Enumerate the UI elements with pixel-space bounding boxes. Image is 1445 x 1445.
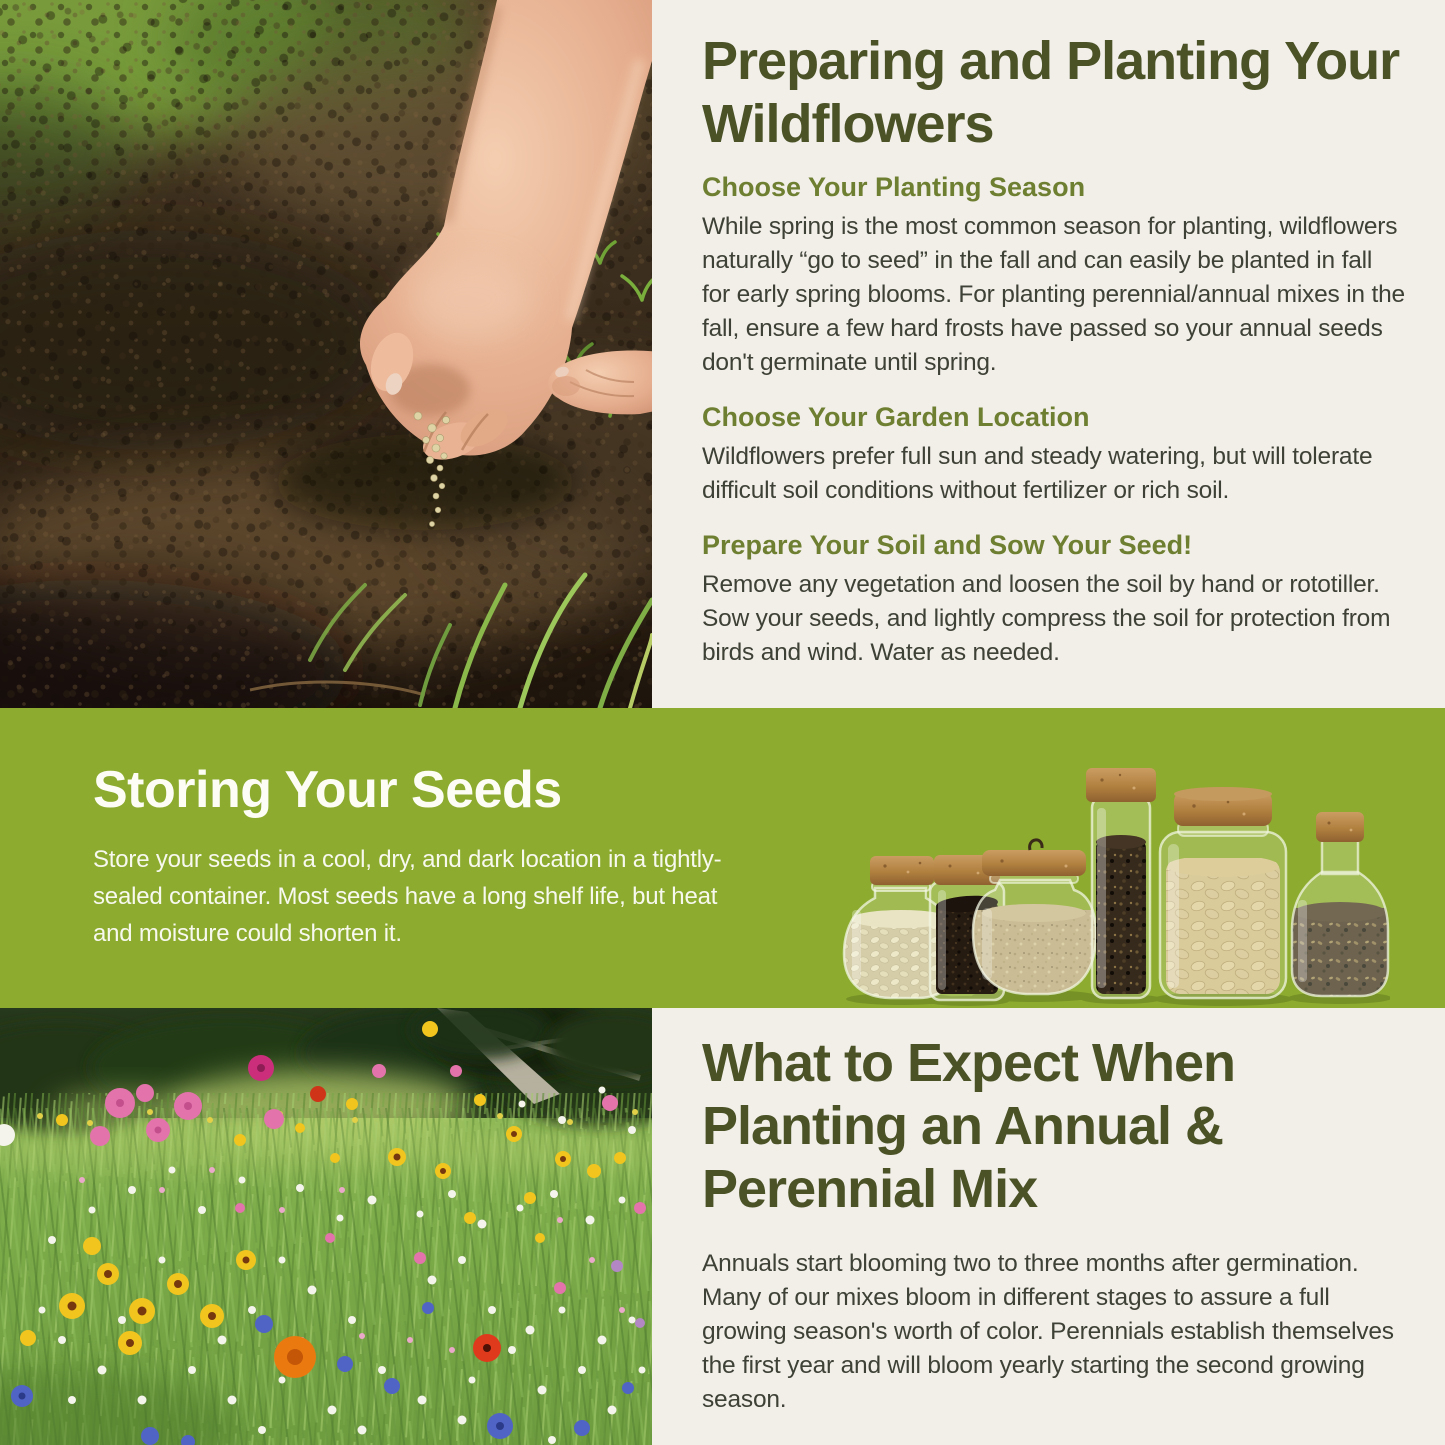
expect-body: Annuals start blooming two to three months after germination. Many of our mixes bloom in different stages to assure a full growing season's worth of color. Perennials establish themselves the first year and will bloom yearly starting the second growing season.	[702, 1250, 1394, 1413]
preparing-section	[652, 0, 1445, 708]
seed-jars-photo	[830, 740, 1390, 1006]
body-prepare-soil: Remove any vegetation and loosen the soil by hand or rototiller. Sow your seeds, and lightly compress the soil for protection from birds and wind. Water as needed.	[702, 571, 1391, 666]
seed-jars-illustration	[830, 740, 1390, 1006]
sand-seed-jar	[970, 840, 1100, 1000]
red-poppy	[473, 1334, 501, 1362]
body-garden-location: Wildflowers prefer full sun and steady watering, but will tolerate difficult soil conditions without fertilizer or rich soil.	[702, 443, 1373, 504]
subheading-planting-season: Choose Your Planting Season	[702, 172, 1086, 202]
mixed-seed-bottle	[1288, 812, 1390, 998]
subheading-garden-location: Choose Your Garden Location	[702, 402, 1090, 432]
meadow-photo	[0, 1008, 652, 1445]
pumpkin-seed-jar	[1160, 787, 1286, 998]
body-planting-season: While spring is the most common season for planting, wildflowers naturally “go to seed” in the fall and can easily be planted in fall for early spring blooms. For planting perennial/annual mixes in the fall, ensure a few hard frosts have passed so your annual seeds don't germinate until spring.	[702, 213, 1405, 376]
expect-title: What to Expect When Planting an Annual & Perennial Mix	[702, 1033, 1235, 1219]
wildflower-meadow-illustration	[0, 1008, 652, 1445]
storing-title: Storing Your Seeds	[93, 761, 562, 819]
planting-photo	[0, 0, 652, 708]
orange-cosmos	[274, 1336, 316, 1378]
expect-section	[652, 1008, 1445, 1445]
subheading-prepare-soil: Prepare Your Soil and Sow Your Seed!	[702, 530, 1193, 560]
small-red-poppy	[310, 1086, 326, 1102]
hand-sowing-seeds-photo-illustration	[0, 0, 652, 708]
storing-text-block	[93, 763, 725, 952]
storing-section	[0, 708, 1445, 1008]
preparing-title: Preparing and Planting Your Wildflowers	[702, 31, 1400, 154]
tall-seed-tube	[1086, 768, 1156, 998]
storing-body: Store your seeds in a cool, dry, and dark location in a tightly-sealed container. Most seeds have a long shelf life, but heat and moisture could shorten it.	[93, 846, 722, 947]
